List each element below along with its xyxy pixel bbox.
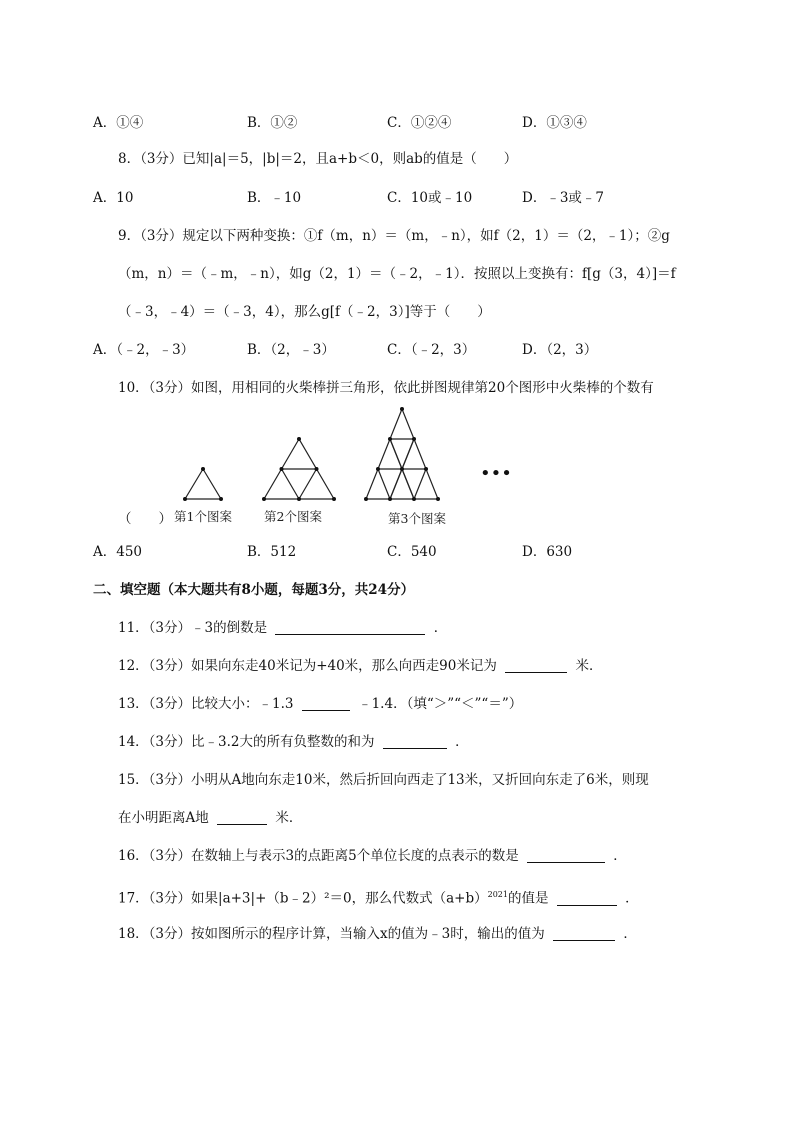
pattern-2-triangles: [264, 439, 334, 499]
q11: [118, 619, 447, 637]
q18-answer-blank[interactable]: [553, 926, 615, 941]
q15-end: 米．: [275, 810, 303, 826]
q12-end: 米．: [575, 658, 603, 674]
q18-end: ．: [623, 926, 637, 942]
q18-stem: 18．（3分）按如图所示的程序计算，当输入x的值为﹣3时，输出的值为: [118, 926, 545, 942]
q9-stem-line2: （m，n）＝（﹣m，﹣n），如g（2，1）＝（﹣2，﹣1）．按照以上变换有：f[g（3，4）]＝f: [118, 266, 676, 282]
q12-stem: 12．（3分）如果向东走40米记为+40米，那么向西走90米记为: [118, 658, 497, 674]
q13-answer-blank[interactable]: [302, 696, 350, 711]
q7-option-b: B．①②: [247, 115, 298, 131]
pattern-1-triangle: [185, 469, 221, 499]
section-2-title: 二、填空题（本大题共有8小题，每题3分，共24分）: [93, 582, 415, 598]
q10-answer-paren: （ ）: [118, 511, 172, 527]
q9-stem-line1: 9．（3分）规定以下两种变换：①f（m，n）＝（m，﹣n），如f（2，1）＝（2，﹣1）；②g: [118, 228, 670, 244]
q15-line2: [118, 809, 302, 827]
q9-option-b: B．（2，﹣3）: [247, 342, 335, 358]
q17-answer-blank[interactable]: [557, 891, 617, 906]
q17-end: ．: [625, 890, 639, 907]
q8-option-d: D．﹣3或﹣7: [522, 190, 605, 206]
q7-option-d: D．①③④: [522, 115, 587, 131]
pattern-3-triangles: [366, 409, 438, 499]
ellipsis: •••: [480, 463, 512, 484]
q16-end: ．: [613, 848, 627, 864]
matchstick-figure: [170, 405, 530, 535]
q18: [118, 925, 637, 943]
q17-exponent: 2021: [487, 890, 508, 899]
q13: [118, 695, 522, 713]
q9-option-c: C．（﹣2，3）: [387, 342, 476, 358]
q11-answer-blank[interactable]: [275, 620, 425, 635]
q10-option-c: C．540: [387, 544, 437, 560]
q14-answer-blank[interactable]: [383, 734, 447, 749]
q8-option-b: B．﹣10: [247, 190, 302, 206]
q15-answer-blank[interactable]: [217, 810, 267, 825]
q10-option-a: A．450: [93, 544, 143, 560]
q13-stem: 13．（3分）比较大小：﹣1.3: [118, 696, 294, 712]
q14: [118, 733, 469, 751]
q12: [118, 657, 602, 675]
q16-answer-blank[interactable]: [527, 848, 605, 863]
q8-option-c: C．10或﹣10: [387, 190, 473, 206]
q10-option-b: B．512: [247, 544, 297, 560]
pattern-2-label: 第2个图案: [264, 509, 322, 524]
q15-stem-line2: 在小明距离A地: [118, 810, 209, 826]
q9-stem-line3: （﹣3，﹣4）＝（﹣3，4），那么g[f（﹣2，3）]等于（ ）: [118, 304, 491, 320]
q17-stem-tail: 的值是: [507, 890, 549, 907]
q17: [118, 886, 639, 908]
q8-stem: 8．（3分）已知|a|＝5，|b|＝2，且a+b＜0，则ab的值是（ ）: [118, 151, 518, 167]
q10-option-d: D．630: [522, 544, 573, 560]
q12-answer-blank[interactable]: [505, 658, 567, 673]
q10-stem: 10．（3分）如图，用相同的火柴棒拼三角形，依此拼图规律第20个图形中火柴棒的个数有: [118, 380, 654, 396]
q9-option-d: D．（2，3）: [522, 342, 598, 358]
q14-end: ．: [455, 734, 469, 750]
pattern-3-label: 第3个图案: [388, 511, 446, 526]
q7-option-a: A．①④: [93, 115, 144, 131]
q7-option-c: C．①②④: [387, 115, 452, 131]
q14-stem: 14．（3分）比﹣3.2大的所有负整数的和为: [118, 734, 375, 750]
q16-stem: 16．（3分）在数轴上与表示3的点距离5个单位长度的点表示的数是: [118, 848, 519, 864]
q17-stem: 17．（3分）如果|a+3|+（b﹣2）²＝0，那么代数式（a+b）: [118, 890, 488, 907]
q11-end: ．: [433, 620, 448, 636]
q11-stem: 11．（3分）﹣3的倒数是: [118, 620, 268, 636]
q13-end: ﹣1.4．（填“＞”“＜”“＝”）: [358, 696, 523, 712]
q8-option-a: A．10: [93, 190, 134, 206]
q9-option-a: A．（﹣2，﹣3）: [93, 342, 195, 358]
q16: [118, 847, 627, 865]
pattern-1-label: 第1个图案: [174, 509, 232, 524]
q15-stem-line1: 15．（3分）小明从A地向东走10米，然后折回向西走了13米，又折回向东走了6米，则现: [118, 772, 649, 788]
